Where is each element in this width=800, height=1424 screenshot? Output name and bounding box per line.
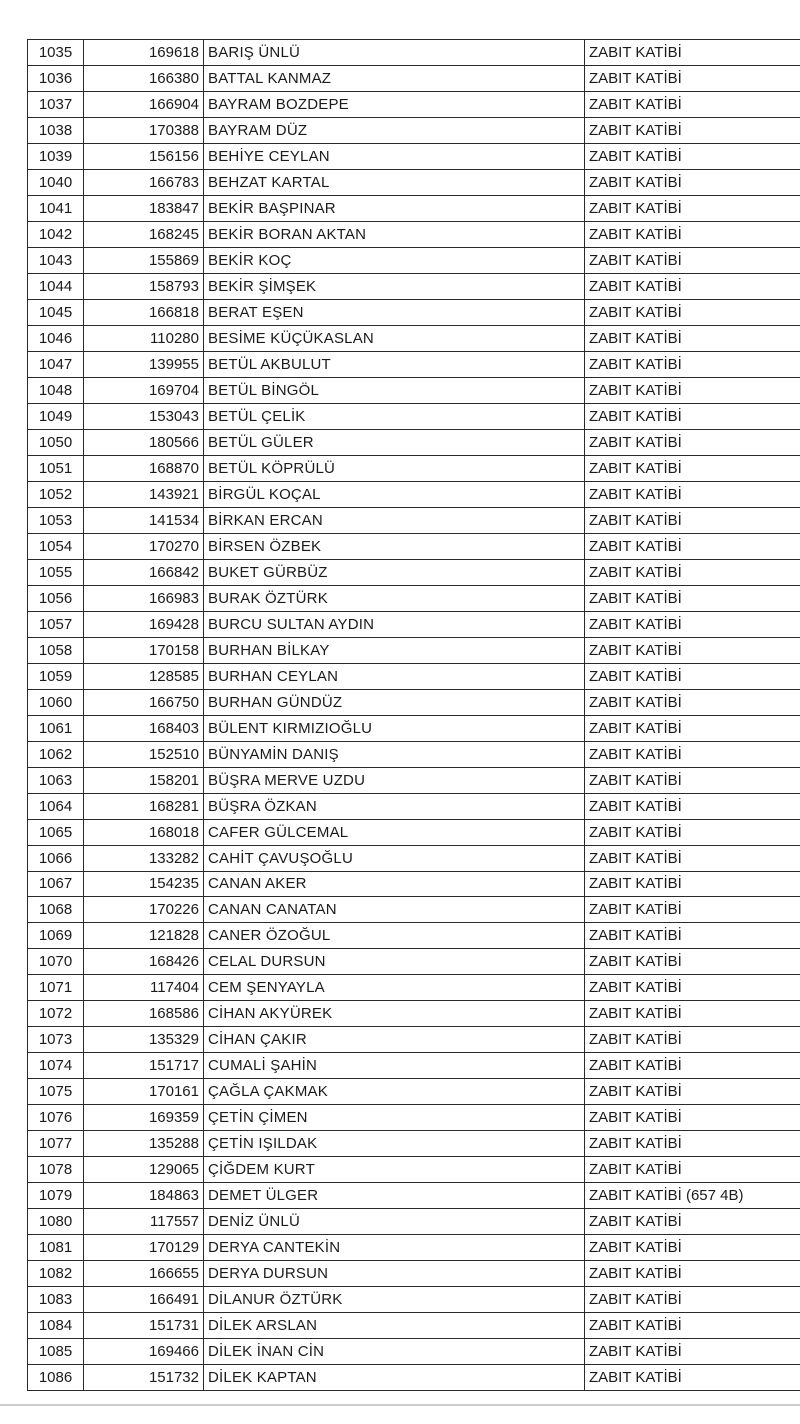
- person-name-cell: CANER ÖZOĞUL: [204, 923, 585, 949]
- table-row: [28, 91, 800, 117]
- row-index-cell: 1062: [28, 741, 84, 767]
- row-index-cell: 1055: [28, 559, 84, 585]
- job-title-cell: ZABIT KATİBİ: [585, 91, 800, 117]
- person-name-cell: BURHAN CEYLAN: [204, 663, 585, 689]
- table-row: [28, 429, 800, 455]
- table-row: [28, 507, 800, 533]
- row-index-cell: 1069: [28, 923, 84, 949]
- person-name-cell: CELAL DURSUN: [204, 949, 585, 975]
- job-title-cell: ZABIT KATİBİ (657 4B): [585, 1183, 800, 1209]
- row-index-cell: 1074: [28, 1053, 84, 1079]
- job-title-cell: ZABIT KATİBİ: [585, 611, 800, 637]
- table-row: [28, 351, 800, 377]
- job-title-cell: ZABIT KATİBİ: [585, 1339, 800, 1365]
- row-index-cell: 1083: [28, 1287, 84, 1313]
- person-name-cell: CEM ŞENYAYLA: [204, 975, 585, 1001]
- table-row: [28, 1105, 800, 1131]
- person-name-cell: CİHAN ÇAKIR: [204, 1027, 585, 1053]
- person-name-cell: BİRSEN ÖZBEK: [204, 533, 585, 559]
- registry-number-cell: 129065: [84, 1157, 204, 1183]
- job-title-cell: ZABIT KATİBİ: [585, 1313, 800, 1339]
- job-title-cell: ZABIT KATİBİ: [585, 975, 800, 1001]
- row-index-cell: 1073: [28, 1027, 84, 1053]
- person-name-cell: ÇAĞLA ÇAKMAK: [204, 1079, 585, 1105]
- row-index-cell: 1039: [28, 143, 84, 169]
- registry-number-cell: 152510: [84, 741, 204, 767]
- row-index-cell: 1072: [28, 1001, 84, 1027]
- person-name-cell: BURCU SULTAN AYDIN: [204, 611, 585, 637]
- registry-number-cell: 110280: [84, 325, 204, 351]
- row-index-cell: 1056: [28, 585, 84, 611]
- person-name-cell: BURHAN GÜNDÜZ: [204, 689, 585, 715]
- job-title-cell: ZABIT KATİBİ: [585, 1105, 800, 1131]
- table-row: [28, 1079, 800, 1105]
- table-row: [28, 325, 800, 351]
- job-title-cell: ZABIT KATİBİ: [585, 923, 800, 949]
- job-title-cell: ZABIT KATİBİ: [585, 1131, 800, 1157]
- job-title-cell: ZABIT KATİBİ: [585, 897, 800, 923]
- job-title-cell: ZABIT KATİBİ: [585, 559, 800, 585]
- row-index-cell: 1048: [28, 377, 84, 403]
- person-name-cell: ÇETİN ÇİMEN: [204, 1105, 585, 1131]
- registry-number-cell: 169466: [84, 1339, 204, 1365]
- job-title-cell: ZABIT KATİBİ: [585, 689, 800, 715]
- person-name-cell: BARIŞ ÜNLÜ: [204, 40, 585, 66]
- job-title-cell: ZABIT KATİBİ: [585, 299, 800, 325]
- person-name-cell: DENİZ ÜNLÜ: [204, 1209, 585, 1235]
- table-row: [28, 559, 800, 585]
- person-name-cell: DİLEK İNAN CİN: [204, 1339, 585, 1365]
- table-row: [28, 1157, 800, 1183]
- person-name-cell: BEKİR ŞİMŞEK: [204, 273, 585, 299]
- person-name-cell: CANAN CANATAN: [204, 897, 585, 923]
- row-index-cell: 1081: [28, 1235, 84, 1261]
- table-row: [28, 221, 800, 247]
- registry-number-cell: 169359: [84, 1105, 204, 1131]
- row-index-cell: 1051: [28, 455, 84, 481]
- row-index-cell: 1058: [28, 637, 84, 663]
- table-row: [28, 663, 800, 689]
- table-row: [28, 377, 800, 403]
- job-title-cell: ZABIT KATİBİ: [585, 949, 800, 975]
- registry-number-cell: 166750: [84, 689, 204, 715]
- job-title-cell: ZABIT KATİBİ: [585, 1365, 800, 1391]
- table-row: [28, 273, 800, 299]
- job-title-cell: ZABIT KATİBİ: [585, 1157, 800, 1183]
- job-title-cell: ZABIT KATİBİ: [585, 871, 800, 897]
- registry-number-cell: 168586: [84, 1001, 204, 1027]
- registry-number-cell: 170161: [84, 1079, 204, 1105]
- row-index-cell: 1042: [28, 221, 84, 247]
- job-title-cell: ZABIT KATİBİ: [585, 585, 800, 611]
- row-index-cell: 1054: [28, 533, 84, 559]
- table-row: [28, 1183, 800, 1209]
- registry-number-cell: 169704: [84, 377, 204, 403]
- job-title-cell: ZABIT KATİBİ: [585, 1053, 800, 1079]
- person-name-cell: DİLEK ARSLAN: [204, 1313, 585, 1339]
- registry-number-cell: 158793: [84, 273, 204, 299]
- person-name-cell: BETÜL ÇELİK: [204, 403, 585, 429]
- table-row: [28, 1001, 800, 1027]
- registry-number-cell: 135288: [84, 1131, 204, 1157]
- registry-number-cell: 166842: [84, 559, 204, 585]
- job-title-cell: ZABIT KATİBİ: [585, 793, 800, 819]
- person-name-cell: BURHAN BİLKAY: [204, 637, 585, 663]
- job-title-cell: ZABIT KATİBİ: [585, 65, 800, 91]
- table-row: [28, 1339, 800, 1365]
- row-index-cell: 1053: [28, 507, 84, 533]
- person-name-cell: BEKİR BAŞPINAR: [204, 195, 585, 221]
- registry-number-cell: 166655: [84, 1261, 204, 1287]
- person-name-cell: BÜŞRA MERVE UZDU: [204, 767, 585, 793]
- registry-number-cell: 170226: [84, 897, 204, 923]
- row-index-cell: 1043: [28, 247, 84, 273]
- job-title-cell: ZABIT KATİBİ: [585, 533, 800, 559]
- table-row: [28, 1235, 800, 1261]
- job-title-cell: ZABIT KATİBİ: [585, 455, 800, 481]
- table-row: [28, 1131, 800, 1157]
- registry-number-cell: 184863: [84, 1183, 204, 1209]
- registry-number-cell: 168870: [84, 455, 204, 481]
- registry-number-cell: 151732: [84, 1365, 204, 1391]
- table-row: [28, 715, 800, 741]
- job-title-cell: ZABIT KATİBİ: [585, 377, 800, 403]
- registry-number-cell: 170388: [84, 117, 204, 143]
- person-name-cell: BİRKAN ERCAN: [204, 507, 585, 533]
- row-index-cell: 1066: [28, 845, 84, 871]
- registry-number-cell: 166380: [84, 65, 204, 91]
- table-row: [28, 897, 800, 923]
- person-name-cell: CAFER GÜLCEMAL: [204, 819, 585, 845]
- person-name-cell: BETÜL AKBULUT: [204, 351, 585, 377]
- table-row: [28, 1027, 800, 1053]
- registry-number-cell: 166818: [84, 299, 204, 325]
- job-title-cell: ZABIT KATİBİ: [585, 507, 800, 533]
- row-index-cell: 1067: [28, 871, 84, 897]
- row-index-cell: 1041: [28, 195, 84, 221]
- table-row: [28, 247, 800, 273]
- job-title-cell: ZABIT KATİBİ: [585, 273, 800, 299]
- row-index-cell: 1047: [28, 351, 84, 377]
- row-index-cell: 1082: [28, 1261, 84, 1287]
- table-row: [28, 1261, 800, 1287]
- job-title-cell: ZABIT KATİBİ: [585, 429, 800, 455]
- registry-number-cell: 151731: [84, 1313, 204, 1339]
- table-row: [28, 793, 800, 819]
- job-title-cell: ZABIT KATİBİ: [585, 1209, 800, 1235]
- row-index-cell: 1038: [28, 117, 84, 143]
- row-index-cell: 1071: [28, 975, 84, 1001]
- person-name-cell: CUMALİ ŞAHİN: [204, 1053, 585, 1079]
- job-title-cell: ZABIT KATİBİ: [585, 117, 800, 143]
- row-index-cell: 1064: [28, 793, 84, 819]
- person-name-cell: BÜŞRA ÖZKAN: [204, 793, 585, 819]
- registry-number-cell: 135329: [84, 1027, 204, 1053]
- person-name-cell: DEMET ÜLGER: [204, 1183, 585, 1209]
- registry-number-cell: 151717: [84, 1053, 204, 1079]
- job-title-cell: ZABIT KATİBİ: [585, 1027, 800, 1053]
- person-name-cell: BETÜL BİNGÖL: [204, 377, 585, 403]
- job-title-cell: ZABIT KATİBİ: [585, 1261, 800, 1287]
- person-name-cell: BİRGÜL KOÇAL: [204, 481, 585, 507]
- job-title-cell: ZABIT KATİBİ: [585, 767, 800, 793]
- registry-number-cell: 158201: [84, 767, 204, 793]
- table-row: [28, 819, 800, 845]
- row-index-cell: 1044: [28, 273, 84, 299]
- registry-number-cell: 156156: [84, 143, 204, 169]
- registry-number-cell: 168281: [84, 793, 204, 819]
- row-index-cell: 1078: [28, 1157, 84, 1183]
- registry-number-cell: 166491: [84, 1287, 204, 1313]
- registry-number-cell: 168018: [84, 819, 204, 845]
- job-title-cell: ZABIT KATİBİ: [585, 663, 800, 689]
- person-name-cell: BURAK ÖZTÜRK: [204, 585, 585, 611]
- registry-number-cell: 143921: [84, 481, 204, 507]
- registry-number-cell: 153043: [84, 403, 204, 429]
- table-row: [28, 767, 800, 793]
- job-title-cell: ZABIT KATİBİ: [585, 1001, 800, 1027]
- row-index-cell: 1079: [28, 1183, 84, 1209]
- registry-number-cell: 183847: [84, 195, 204, 221]
- job-title-cell: ZABIT KATİBİ: [585, 1079, 800, 1105]
- person-name-cell: DERYA DURSUN: [204, 1261, 585, 1287]
- table-row: [28, 871, 800, 897]
- table-row: [28, 40, 800, 66]
- job-title-cell: ZABIT KATİBİ: [585, 169, 800, 195]
- person-name-cell: BESİME KÜÇÜKASLAN: [204, 325, 585, 351]
- person-name-cell: BETÜL KÖPRÜLÜ: [204, 455, 585, 481]
- job-title-cell: ZABIT KATİBİ: [585, 40, 800, 66]
- registry-number-cell: 128585: [84, 663, 204, 689]
- table-row: [28, 585, 800, 611]
- person-name-cell: ÇİĞDEM KURT: [204, 1157, 585, 1183]
- row-index-cell: 1035: [28, 40, 84, 66]
- row-index-cell: 1080: [28, 1209, 84, 1235]
- job-title-cell: ZABIT KATİBİ: [585, 715, 800, 741]
- registry-number-cell: 169618: [84, 40, 204, 66]
- row-index-cell: 1085: [28, 1339, 84, 1365]
- job-title-cell: ZABIT KATİBİ: [585, 741, 800, 767]
- registry-number-cell: 169428: [84, 611, 204, 637]
- registry-number-cell: 166783: [84, 169, 204, 195]
- table-row: [28, 845, 800, 871]
- row-index-cell: 1086: [28, 1365, 84, 1391]
- person-name-cell: BERAT EŞEN: [204, 299, 585, 325]
- job-title-cell: ZABIT KATİBİ: [585, 221, 800, 247]
- staff-list-table: [27, 39, 800, 1391]
- row-index-cell: 1084: [28, 1313, 84, 1339]
- registry-number-cell: 170129: [84, 1235, 204, 1261]
- person-name-cell: BÜNYAMİN DANIŞ: [204, 741, 585, 767]
- table-row: [28, 533, 800, 559]
- person-name-cell: BEKİR KOÇ: [204, 247, 585, 273]
- table-row: [28, 923, 800, 949]
- job-title-cell: ZABIT KATİBİ: [585, 143, 800, 169]
- registry-number-cell: 139955: [84, 351, 204, 377]
- row-index-cell: 1075: [28, 1079, 84, 1105]
- person-name-cell: BEKİR BORAN AKTAN: [204, 221, 585, 247]
- row-index-cell: 1050: [28, 429, 84, 455]
- person-name-cell: BEHZAT KARTAL: [204, 169, 585, 195]
- table-row: [28, 299, 800, 325]
- table-row: [28, 949, 800, 975]
- table-row: [28, 143, 800, 169]
- person-name-cell: CAHİT ÇAVUŞOĞLU: [204, 845, 585, 871]
- registry-number-cell: 170270: [84, 533, 204, 559]
- registry-number-cell: 117557: [84, 1209, 204, 1235]
- person-name-cell: ÇETİN IŞILDAK: [204, 1131, 585, 1157]
- registry-number-cell: 155869: [84, 247, 204, 273]
- row-index-cell: 1076: [28, 1105, 84, 1131]
- registry-number-cell: 166904: [84, 91, 204, 117]
- table-row: [28, 65, 800, 91]
- row-index-cell: 1063: [28, 767, 84, 793]
- table-row: [28, 975, 800, 1001]
- person-name-cell: BETÜL GÜLER: [204, 429, 585, 455]
- row-index-cell: 1040: [28, 169, 84, 195]
- table-body: [28, 40, 800, 1391]
- row-index-cell: 1049: [28, 403, 84, 429]
- person-name-cell: BEHİYE CEYLAN: [204, 143, 585, 169]
- table-row: [28, 403, 800, 429]
- row-index-cell: 1060: [28, 689, 84, 715]
- person-name-cell: DERYA CANTEKİN: [204, 1235, 585, 1261]
- person-name-cell: DİLEK KAPTAN: [204, 1365, 585, 1391]
- job-title-cell: ZABIT KATİBİ: [585, 403, 800, 429]
- table-row: [28, 741, 800, 767]
- row-index-cell: 1059: [28, 663, 84, 689]
- registry-number-cell: 168403: [84, 715, 204, 741]
- row-index-cell: 1046: [28, 325, 84, 351]
- table-row: [28, 1313, 800, 1339]
- job-title-cell: ZABIT KATİBİ: [585, 1235, 800, 1261]
- row-index-cell: 1045: [28, 299, 84, 325]
- person-name-cell: BAYRAM DÜZ: [204, 117, 585, 143]
- table-row: [28, 169, 800, 195]
- job-title-cell: ZABIT KATİBİ: [585, 481, 800, 507]
- row-index-cell: 1065: [28, 819, 84, 845]
- person-name-cell: BUKET GÜRBÜZ: [204, 559, 585, 585]
- row-index-cell: 1057: [28, 611, 84, 637]
- registry-number-cell: 170158: [84, 637, 204, 663]
- job-title-cell: ZABIT KATİBİ: [585, 845, 800, 871]
- person-name-cell: BÜLENT KIRMIZIOĞLU: [204, 715, 585, 741]
- registry-number-cell: 168426: [84, 949, 204, 975]
- job-title-cell: ZABIT KATİBİ: [585, 819, 800, 845]
- row-index-cell: 1037: [28, 91, 84, 117]
- registry-number-cell: 154235: [84, 871, 204, 897]
- row-index-cell: 1036: [28, 65, 84, 91]
- table-row: [28, 1365, 800, 1391]
- scan-bottom-line: [0, 1404, 800, 1406]
- table-row: [28, 611, 800, 637]
- table-row: [28, 637, 800, 663]
- table-row: [28, 1209, 800, 1235]
- table-row: [28, 455, 800, 481]
- person-name-cell: CANAN AKER: [204, 871, 585, 897]
- row-index-cell: 1077: [28, 1131, 84, 1157]
- row-index-cell: 1061: [28, 715, 84, 741]
- job-title-cell: ZABIT KATİBİ: [585, 247, 800, 273]
- registry-number-cell: 117404: [84, 975, 204, 1001]
- row-index-cell: 1052: [28, 481, 84, 507]
- job-title-cell: ZABIT KATİBİ: [585, 1287, 800, 1313]
- registry-number-cell: 168245: [84, 221, 204, 247]
- table-row: [28, 1287, 800, 1313]
- registry-number-cell: 166983: [84, 585, 204, 611]
- table-row: [28, 195, 800, 221]
- table-row: [28, 117, 800, 143]
- table-row: [28, 481, 800, 507]
- registry-number-cell: 141534: [84, 507, 204, 533]
- row-index-cell: 1068: [28, 897, 84, 923]
- row-index-cell: 1070: [28, 949, 84, 975]
- person-name-cell: DİLANUR ÖZTÜRK: [204, 1287, 585, 1313]
- job-title-cell: ZABIT KATİBİ: [585, 195, 800, 221]
- table-row: [28, 1053, 800, 1079]
- job-title-cell: ZABIT KATİBİ: [585, 637, 800, 663]
- registry-number-cell: 180566: [84, 429, 204, 455]
- registry-number-cell: 133282: [84, 845, 204, 871]
- table-row: [28, 689, 800, 715]
- job-title-cell: ZABIT KATİBİ: [585, 351, 800, 377]
- job-title-cell: ZABIT KATİBİ: [585, 325, 800, 351]
- person-name-cell: BATTAL KANMAZ: [204, 65, 585, 91]
- person-name-cell: BAYRAM BOZDEPE: [204, 91, 585, 117]
- person-name-cell: CİHAN AKYÜREK: [204, 1001, 585, 1027]
- registry-number-cell: 121828: [84, 923, 204, 949]
